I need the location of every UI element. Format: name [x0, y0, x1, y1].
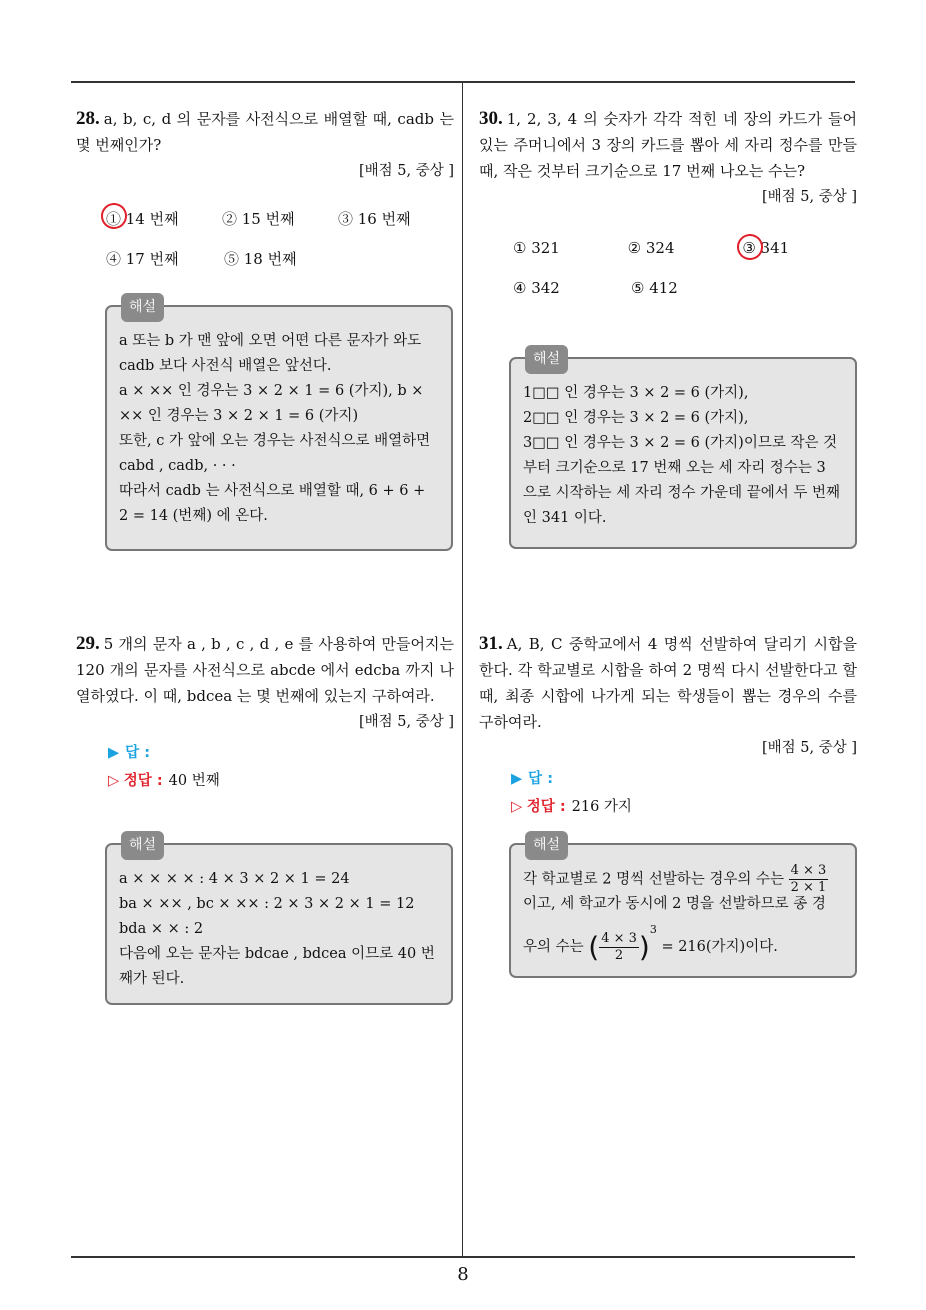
option-4[interactable]: ④ 342: [513, 279, 560, 297]
explanation-line: 이고, 세 학교가 동시에 2 명을 선발하므로 종 경: [523, 896, 826, 912]
option-5[interactable]: ⑤ 412: [631, 279, 678, 297]
question-number: 28.: [76, 108, 100, 129]
explanation-line: a 또는 b 가 맨 앞에 오면 어떤 다른 문자가 와도 cadb 보다 사전식 배열은 앞선다.: [119, 333, 422, 374]
explanation-line: 각 학교별로 2 명씩 선발하는 경우의 수는 $\frac{4 \times 3}{2 \times 1}$: [523, 863, 827, 895]
column-divider: [462, 81, 463, 1257]
triangle-outline-icon: ▷: [511, 799, 523, 815]
play-icon: ▶: [108, 745, 120, 761]
explanation-box-31: [509, 837, 857, 978]
question-30-stem: [479, 106, 857, 210]
question-30: [479, 106, 857, 308]
points-label: [배점 5, 중상 ]: [358, 163, 454, 179]
explanation-line: 1□□ 인 경우는 3 × 2 = 6 (가지),: [523, 385, 749, 401]
explanation-line: a × × × × : 4 × 3 × 2 × 1 = 24: [119, 871, 350, 887]
explanation-label: 해설: [121, 293, 164, 322]
points-label: [배점 5, 중상 ]: [761, 189, 857, 205]
bottom-rule: [71, 1256, 855, 1258]
answer-line: [108, 739, 454, 767]
explanation-box-28: [105, 299, 453, 551]
options: [106, 198, 454, 278]
question-29-stem: [76, 631, 454, 735]
explanation-line: 우의 수는 ( $\frac{4 \times 3}{2}$ )$^3$ = 216(가지)이다.: [523, 923, 778, 964]
option-3[interactable]: ③ 16 번째: [338, 209, 411, 228]
question-29: [76, 631, 454, 795]
explanation-label: 해설: [121, 831, 164, 860]
top-rule: [71, 81, 855, 83]
triangle-outline-icon: ▷: [108, 773, 120, 789]
explanation-box-29: [105, 837, 453, 1005]
options: [513, 228, 857, 308]
option-4[interactable]: ④ 17 번째: [106, 249, 179, 268]
explanation-label: 해설: [525, 345, 568, 374]
answer-line: [511, 765, 857, 793]
question-text: 1, 2, 3, 4 의 숫자가 각각 적힌 네 장의 카드가 들어 있는 주머니에서 3 장의 카드를 뽑아 세 자리 정수를 만들 때, 작은 것부터 크기순으로 17 번째 나오는 수는?: [479, 110, 857, 180]
play-icon: ▶: [511, 771, 523, 787]
correct-answer-line: [108, 767, 454, 795]
question-number: 31.: [479, 633, 503, 654]
fraction: $\frac{4 \times 3}{2 \times 1}$: [790, 863, 827, 895]
question-number: 29.: [76, 633, 100, 654]
explanation-line: bda × × : 2: [119, 921, 204, 937]
answer-label: 답 :: [528, 771, 554, 787]
correct-value: 40 번째: [168, 773, 220, 789]
question-text: a, b, c, d 의 문자를 사전식으로 배열할 때, cadb 는 몇 번째인가?: [76, 110, 454, 154]
option-2[interactable]: ② 324: [627, 239, 675, 257]
points-label: [배점 5, 중상 ]: [358, 714, 454, 730]
explanation-line: 3□□ 인 경우는 3 × 2 = 6 (가지)이므로 작은 것부터 크기순으로 17 번째 오는 세 자리 정수는 3 으로 시작하는 세 자리 정수 가운데 끝에서 두 번째인 341 이다.: [523, 435, 841, 526]
correct-label: 정답 :: [123, 773, 163, 789]
question-31-stem: [479, 631, 857, 761]
question-31: [479, 631, 857, 821]
question-28: [76, 106, 454, 278]
explanation-line: 따라서 cadb 는 사전식으로 배열할 때, 6 + 6 + 2 = 14 (번째) 에 온다.: [119, 483, 426, 524]
fraction: $\frac{4 \times 3}{2}$: [601, 930, 637, 963]
answer-circle-mark: [734, 231, 766, 263]
page-number: 8: [457, 1264, 469, 1285]
explanation-label: 해설: [525, 831, 568, 860]
explanation-line: ba × ×× , bc × ×× : 2 × 3 × 2 × 1 = 12: [119, 896, 415, 912]
explanation-line: 2□□ 인 경우는 3 × 2 = 6 (가지),: [523, 410, 749, 426]
option-1[interactable]: ① 321: [513, 239, 560, 257]
explanation-line: 또한, c 가 앞에 오는 경우는 사전식으로 배열하면 cabd , cadb, · · ·: [119, 433, 431, 474]
correct-value: 216 가지: [571, 799, 632, 815]
question-number: 30.: [479, 108, 503, 129]
explanation-line: 다음에 오는 문자는 bdcae , bdcea 이므로 40 번째가 된다.: [119, 946, 435, 987]
correct-answer-line: [511, 793, 857, 821]
explanation-box-30: [509, 351, 857, 549]
option-2[interactable]: ② 15 번째: [222, 209, 295, 228]
points-label: [배점 5, 중상 ]: [761, 740, 857, 756]
correct-label: 정답 :: [526, 799, 566, 815]
option-5[interactable]: ⑤ 18 번째: [224, 249, 297, 268]
question-28-stem: [76, 106, 454, 184]
option-1[interactable]: ① 14 번째: [106, 208, 222, 229]
question-text: A, B, C 중학교에서 4 명씩 선발하여 달리기 시합을 한다. 각 학교별로 시합을 하여 2 명씩 다시 선발한다고 할 때, 최종 시합에 나가게 되는 학생들이 뽑는 경우의 수를 구하여라.: [479, 635, 857, 731]
answer-label: 답 :: [125, 745, 151, 761]
explanation-line: a × ×× 인 경우는 3 × 2 × 1 = 6 (가지), b × ×× 인 경우는 3 × 2 × 1 = 6 (가지): [119, 383, 424, 424]
question-text: 5 개의 문자 a , b , c , d , e 를 사용하여 만들어지는 120 개의 문자를 사전식으로 abcde 에서 edcba 까지 나열하였다. 이 때, bdcea 는 몇 번째에 있는지 구하여라.: [76, 635, 454, 705]
option-3[interactable]: ③ 341: [742, 239, 857, 257]
